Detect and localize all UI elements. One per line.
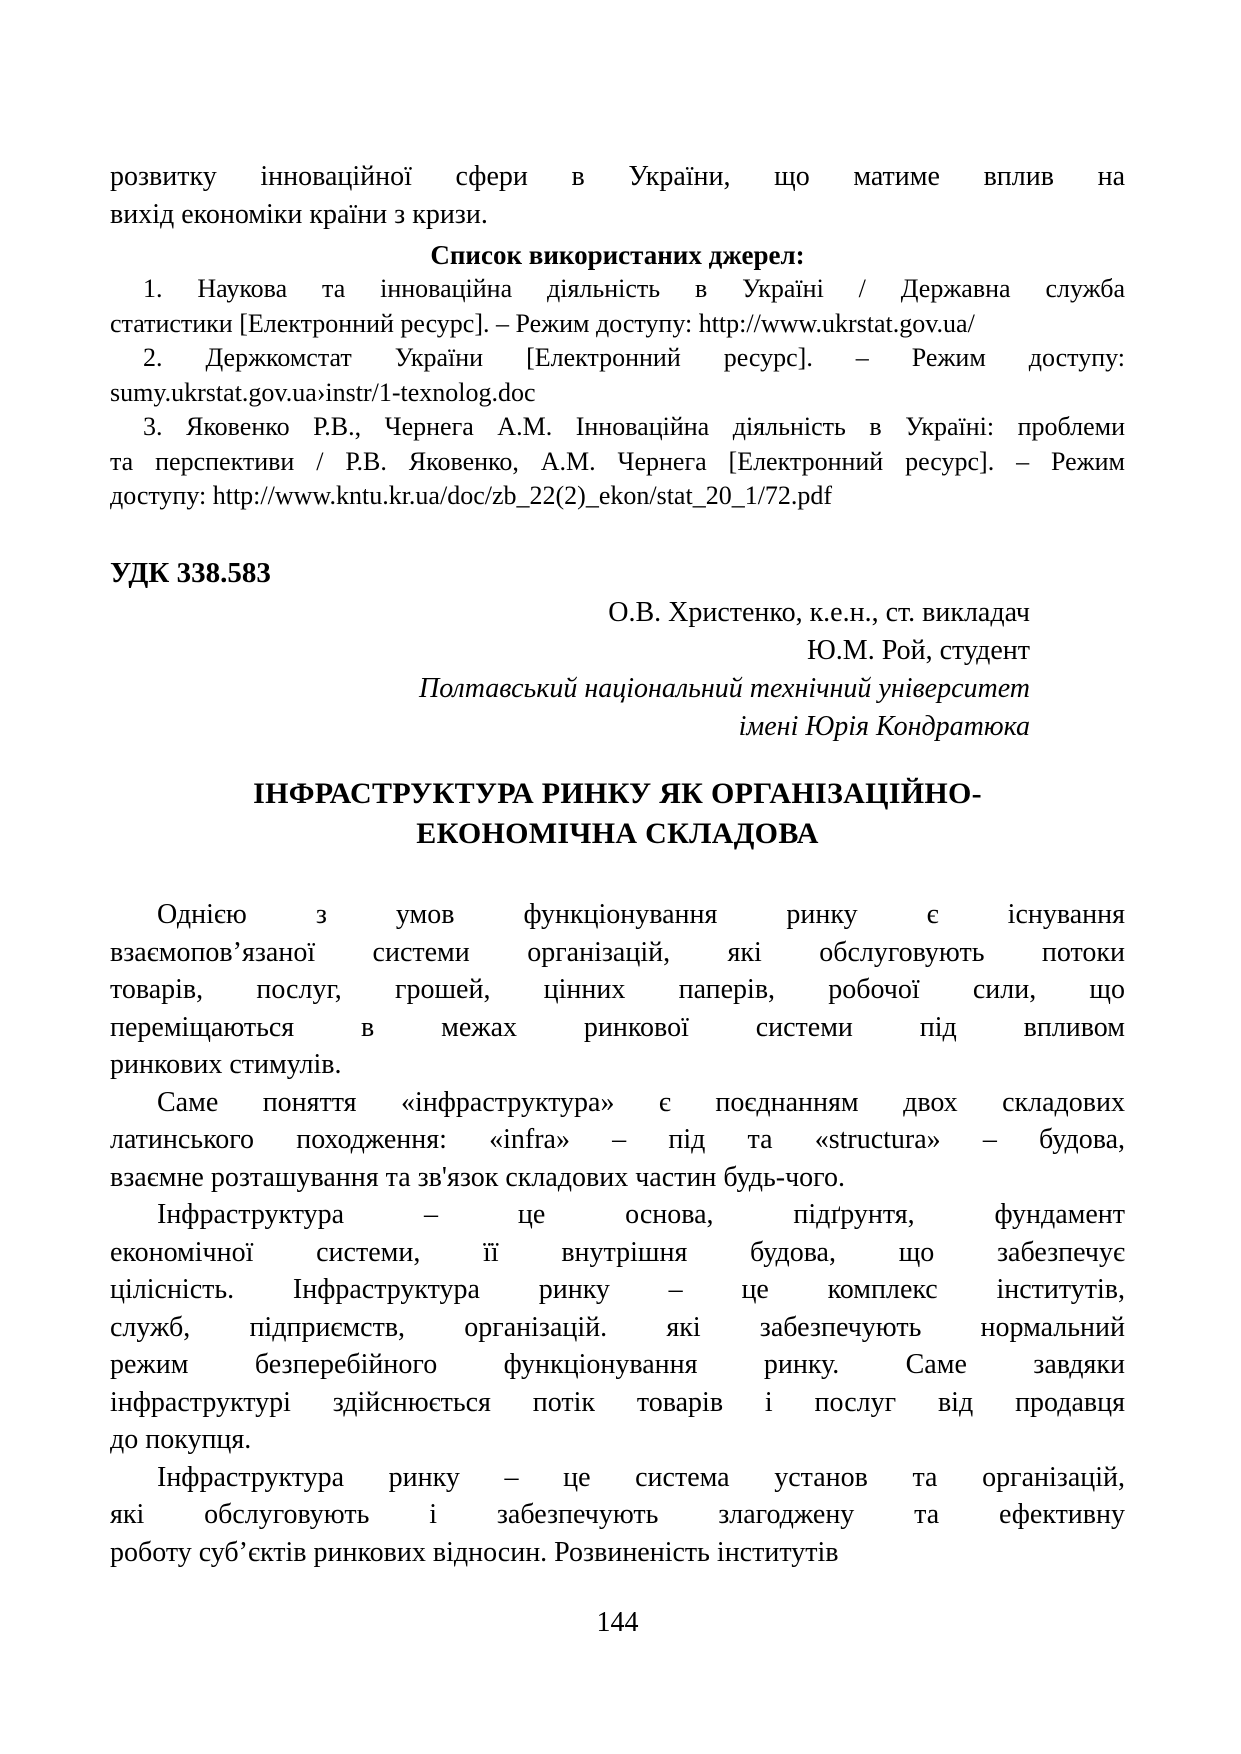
text-line: латинського походження: «infra» – під та «structura» – будова, [110,1124,1125,1155]
references-heading: Список використаних джерел: [430,240,805,270]
text-line: розвитку інноваційної сфери в України, що матиме вплив на [110,161,1125,192]
text-line: взаємне розташування та зв'язок складових частин будь-чого. [110,1161,845,1193]
text-line: роботу суб’єктів ринкових відносин. Розвиненість інститутів [110,1536,839,1568]
text-line: sumy.ukrstat.gov.ua›instr/1-texnolog.doc [110,377,536,407]
affiliation-line: Полтавський національний технічний університет [419,673,1030,704]
paragraph [110,1196,1125,1459]
text-line: Інфраструктура ринку – це система установ та організацій, [157,1461,1125,1493]
text-line: 3. Яковенко Р.В., Чернега А.М. Інноваційна діяльність в Україні: проблеми [143,412,1125,441]
text-line: 2. Держкомстат України [Електронний ресурс]. – Режим доступу: [143,343,1125,372]
text-line: цілісність. Інфраструктура ринку – це комплекс інститутів, [110,1274,1125,1305]
text-line: та перспективи / Р.В. Яковенко, А.М. Чернега [Електронний ресурс]. – Режим [110,446,1125,476]
affiliation-line: імені Юрія Кондратюка [738,711,1030,742]
text-line: товарів, послуг, грошей, цінних паперів, робочої сили, що [110,974,1125,1005]
text-line: статистики [Електронний ресурс]. – Режим доступу: http://www.ukrstat.gov.ua/ [110,308,975,338]
paragraph [110,1084,1125,1197]
paragraph [110,1459,1125,1572]
author-line: Ю.М. Рой, студент [807,635,1030,666]
text-line: переміщаються в межах ринкової системи під впливом [110,1011,1125,1043]
author-line: О.В. Христенко, к.е.н., ст. викладач [608,597,1030,628]
authors-block [110,594,1030,746]
text-line: служб, підприємств, організацій. які забезпечують нормальний [110,1311,1125,1343]
text-line: до покупця. [110,1424,252,1455]
text-line: взаємопов’язаної системи організацій, які обслуговують потоки [110,936,1125,968]
reference-item [110,272,1125,341]
text-line: ринкових стимулів. [110,1049,342,1080]
udc-code: УДК 338.583 [110,557,271,589]
text-line: інфраструктурі здійснюється потік товарів і послуг від продавця [110,1386,1125,1418]
reference-item [110,410,1125,514]
article-title [110,774,1125,853]
text-line: 1. Наукова та інноваційна діяльність в Україні / Державна служба [143,274,1125,303]
reference-item [110,341,1125,410]
text-line: Інфраструктура – це основа, підґрунтя, фундамент [157,1199,1125,1230]
text-line: вихід економіки країни з кризи. [110,199,488,230]
intro-paragraph [110,158,1125,234]
text-line: доступу: http://www.kntu.kr.ua/doc/zb_22(2)_ekon/stat_20_1/72.pdf [110,481,833,510]
text-line: Однією з умов функціонування ринку є існування [157,899,1125,930]
title-line: ЕКОНОМІЧНА СКЛАДОВА [416,816,819,850]
text-line: Саме поняття «інфраструктура» є поєднанням двох складових [157,1086,1125,1118]
text-line: економічної системи, її внутрішня будова, що забезпечує [110,1236,1125,1268]
text-line: режим безперебійного функціонування ринку. Саме завдяки [110,1349,1125,1380]
paragraph [110,896,1125,1084]
references-list [110,272,1125,514]
text-line: які обслуговують і забезпечують злагоджену та ефективну [110,1499,1125,1530]
title-line: ІНФРАСТРУКТУРА РИНКУ ЯК ОРГАНІЗАЦІЙНО- [253,777,982,810]
article-body [110,896,1125,1571]
page-number: 144 [596,1607,639,1638]
